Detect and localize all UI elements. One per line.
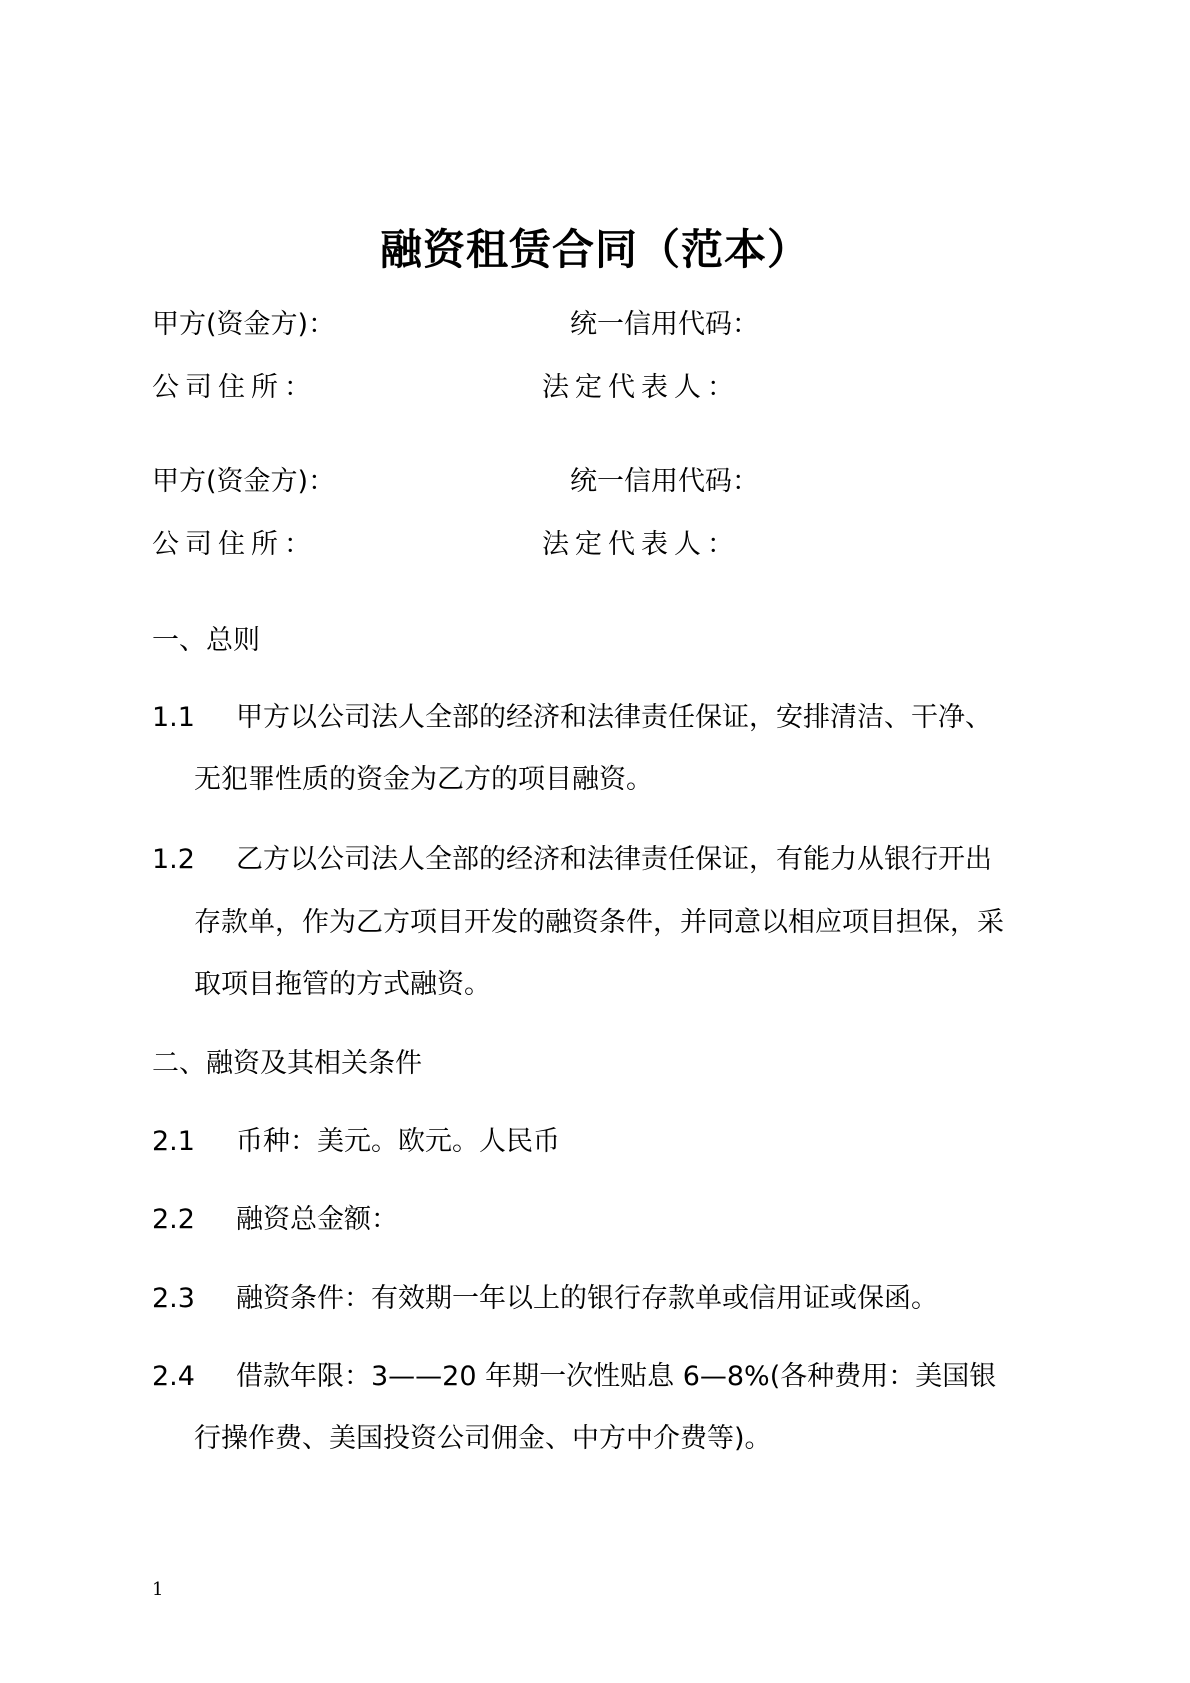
legal-representative-label: 法定代表人：: [542, 529, 740, 560]
clause-text: 币种：美元。欧元。人民币: [236, 1126, 560, 1157]
clause-text: 行操作费、美国投资公司佣金、中方中介费等)。: [194, 1423, 772, 1454]
credit-code-label: 统一信用代码：: [570, 309, 759, 340]
company-address-label: 公司住所：: [152, 372, 317, 403]
clause-text: 存款单，作为乙方项目开发的融资条件，并同意以相应项目担保，采: [194, 907, 1004, 938]
party-label: 甲方(资金方)：: [152, 309, 336, 340]
clause-number: 1.2: [152, 844, 195, 875]
clause-text: 无犯罪性质的资金为乙方的项目融资。: [194, 764, 653, 795]
section-heading: 一、总则: [152, 625, 260, 656]
clause-text: 融资总金额：: [236, 1204, 398, 1235]
clause-number: 1.1: [152, 702, 195, 733]
clause-number: 2.1: [152, 1126, 195, 1157]
clause-text: 甲方以公司法人全部的经济和法律责任保证，安排清洁、干净、: [236, 702, 992, 733]
company-address-label: 公司住所：: [152, 529, 317, 560]
section-heading: 二、融资及其相关条件: [152, 1048, 422, 1079]
legal-representative-label: 法定代表人：: [542, 372, 740, 403]
document-title: 融资租赁合同（范本）: [379, 225, 810, 274]
party-label: 甲方(资金方)：: [152, 466, 336, 497]
clause-number: 2.4: [152, 1361, 195, 1392]
clause-text: 取项目拖管的方式融资。: [194, 969, 491, 1000]
clause-number: 2.2: [152, 1204, 195, 1235]
page-number: 1: [152, 1579, 164, 1600]
clause-number: 2.3: [152, 1283, 195, 1314]
clause-text: 乙方以公司法人全部的经济和法律责任保证，有能力从银行开出: [236, 844, 992, 875]
clause-text: 借款年限：3——20 年期一次性贴息 6—8%(各种费用：美国银: [236, 1361, 997, 1392]
credit-code-label: 统一信用代码：: [570, 466, 759, 497]
clause-text: 融资条件：有效期一年以上的银行存款单或信用证或保函。: [236, 1283, 938, 1314]
